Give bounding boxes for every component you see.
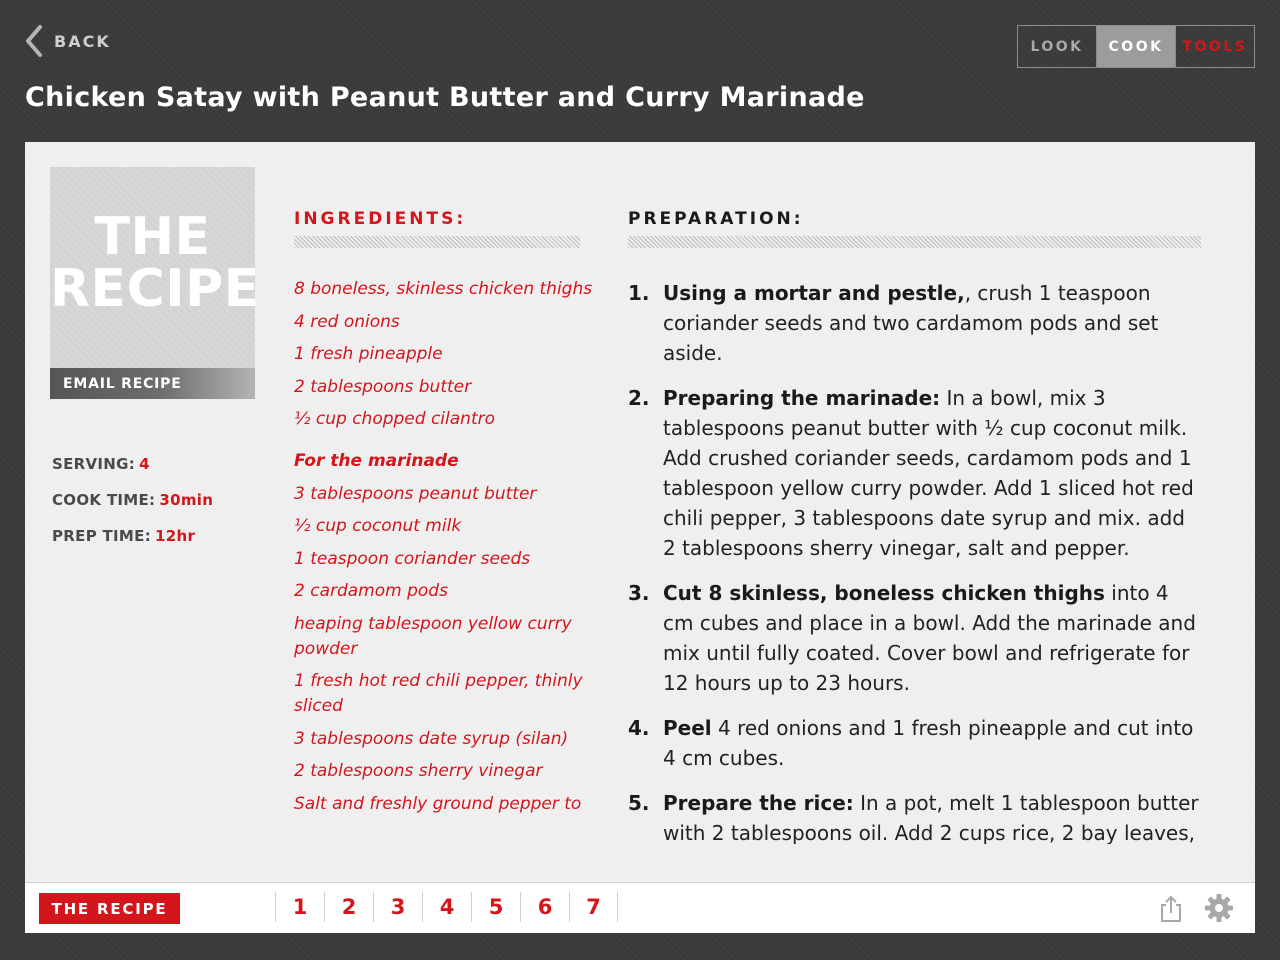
step-text bbox=[663, 578, 1203, 698]
step-bold: Prepare the rice: bbox=[663, 791, 854, 815]
serving-row bbox=[52, 455, 213, 473]
ingredient-item: 2 tablespoons butter bbox=[294, 376, 472, 397]
back-button[interactable] bbox=[24, 24, 111, 58]
step-number: 3. bbox=[628, 581, 650, 605]
marinade-item: 2 tablespoons sherry vinegar bbox=[294, 761, 543, 781]
recipe-card bbox=[25, 142, 1255, 933]
tile-line-2: RECIPE bbox=[50, 259, 260, 319]
cook-time-value: 30min bbox=[159, 491, 214, 509]
mode-tabs bbox=[1017, 25, 1255, 68]
page-link-1[interactable]: 1 bbox=[275, 892, 324, 922]
ingredient-item: 8 boneless, skinless chicken thighs bbox=[294, 279, 593, 299]
recipe-meta bbox=[52, 455, 213, 563]
step-bold: Preparing the marinade: bbox=[663, 386, 941, 410]
step-body: In a pot, melt 1 tablespoon butter with 2 tablespoons oil. Add 2 cups rice, 2 bay leaves, bbox=[663, 791, 1199, 844]
step-text bbox=[663, 713, 1203, 773]
step-text bbox=[663, 788, 1203, 844]
step-body: into 4 cm cubes and place in a bowl. Add the marinade and mix until fully coated. Cover bowl and refrigerate for 12 hours up to 23 hours. bbox=[663, 581, 1196, 695]
preparation-step bbox=[628, 383, 1218, 563]
step-bold: Peel bbox=[663, 716, 712, 740]
back-label: BACK bbox=[54, 31, 111, 51]
marinade-heading: For the marinade bbox=[294, 451, 459, 471]
marinade-item: 1 teaspoon coriander seeds bbox=[294, 548, 531, 569]
marinade-item: 2 cardamom pods bbox=[294, 581, 448, 601]
step-body: In a bowl, mix 3 tablespoons peanut butter with ½ cup coconut milk. Add crushed coriander seeds, cardamom pods and 1 tablespoon yellow curry powder. Add 1 sliced hot red chili pepper, 3 tablespoons date syrup and mix. add 2 tablespoons sherry vinegar, salt and pepper. bbox=[663, 386, 1194, 560]
the-recipe-button[interactable]: THE RECIPE bbox=[39, 893, 180, 924]
marinade-item: ½ cup coconut milk bbox=[294, 516, 462, 536]
recipe-tile-title bbox=[50, 207, 260, 319]
ingredients-list[interactable] bbox=[294, 277, 594, 844]
tile-line-1: THE bbox=[94, 207, 211, 267]
step-text bbox=[663, 278, 1203, 368]
page-link-4[interactable]: 4 bbox=[422, 892, 471, 922]
step-number: 5. bbox=[628, 791, 650, 815]
preparation-step bbox=[628, 788, 1218, 844]
ingredients-divider bbox=[294, 236, 580, 248]
step-bold: Cut 8 skinless, boneless chicken thighs bbox=[663, 581, 1105, 605]
page-navigation bbox=[275, 892, 618, 922]
preparation-step bbox=[628, 713, 1218, 773]
ingredient-item: 1 fresh pineapple bbox=[294, 344, 443, 364]
step-bold: Using a mortar and pestle, bbox=[663, 281, 965, 305]
preparation-list[interactable] bbox=[628, 278, 1218, 844]
page-link-5[interactable]: 5 bbox=[471, 892, 520, 922]
page-link-2[interactable]: 2 bbox=[324, 892, 373, 922]
step-number: 4. bbox=[628, 716, 650, 740]
serving-label: SERVING: bbox=[52, 455, 136, 473]
share-icon[interactable] bbox=[1158, 895, 1184, 927]
page-link-7[interactable]: 7 bbox=[569, 892, 618, 922]
page-title: Chicken Satay with Peanut Butter and Curry Marinade bbox=[25, 82, 865, 113]
step-number: 2. bbox=[628, 386, 650, 410]
cook-time-row bbox=[52, 491, 213, 509]
preparation-step bbox=[628, 278, 1218, 368]
ingredient-item: 4 red onions bbox=[294, 311, 400, 332]
step-text bbox=[663, 383, 1203, 563]
ingredients-heading: INGREDIENTS: bbox=[294, 209, 467, 229]
step-body: 4 red onions and 1 fresh pineapple and cut into 4 cm cubes. bbox=[663, 716, 1194, 770]
preparation-divider bbox=[628, 236, 1201, 248]
recipe-tile bbox=[50, 167, 260, 399]
chevron-left-icon bbox=[24, 24, 44, 58]
marinade-item: 3 tablespoons peanut butter bbox=[294, 483, 537, 504]
serving-value: 4 bbox=[139, 455, 150, 473]
tab-cook[interactable]: COOK bbox=[1096, 26, 1175, 67]
gear-icon[interactable] bbox=[1204, 893, 1234, 927]
preparation-heading: PREPARATION: bbox=[628, 209, 804, 229]
prep-time-value: 12hr bbox=[155, 527, 196, 545]
prep-time-row bbox=[52, 527, 213, 545]
footer-bar bbox=[25, 882, 1255, 933]
ingredient-item: ½ cup chopped cilantro bbox=[294, 409, 495, 429]
marinade-item: heaping tablespoon yellow curry powder bbox=[294, 613, 572, 659]
step-body: , crush 1 teaspoon coriander seeds and two cardamom pods and set aside. bbox=[663, 281, 1159, 365]
tab-tools[interactable]: TOOLS bbox=[1175, 26, 1254, 67]
marinade-item: 3 tablespoons date syrup (silan) bbox=[294, 728, 569, 749]
marinade-item: Salt and freshly ground pepper to bbox=[294, 793, 582, 814]
email-recipe-button[interactable]: EMAIL RECIPE bbox=[50, 368, 255, 399]
prep-time-label: PREP TIME: bbox=[52, 527, 151, 545]
step-number: 1. bbox=[628, 281, 650, 305]
cook-time-label: COOK TIME: bbox=[52, 491, 156, 509]
page-link-6[interactable]: 6 bbox=[520, 892, 569, 922]
tab-look[interactable]: LOOK bbox=[1030, 38, 1084, 55]
page-link-3[interactable]: 3 bbox=[373, 892, 422, 922]
marinade-item: 1 fresh hot red chili pepper, thinly sliced bbox=[294, 671, 583, 716]
preparation-step bbox=[628, 578, 1218, 698]
